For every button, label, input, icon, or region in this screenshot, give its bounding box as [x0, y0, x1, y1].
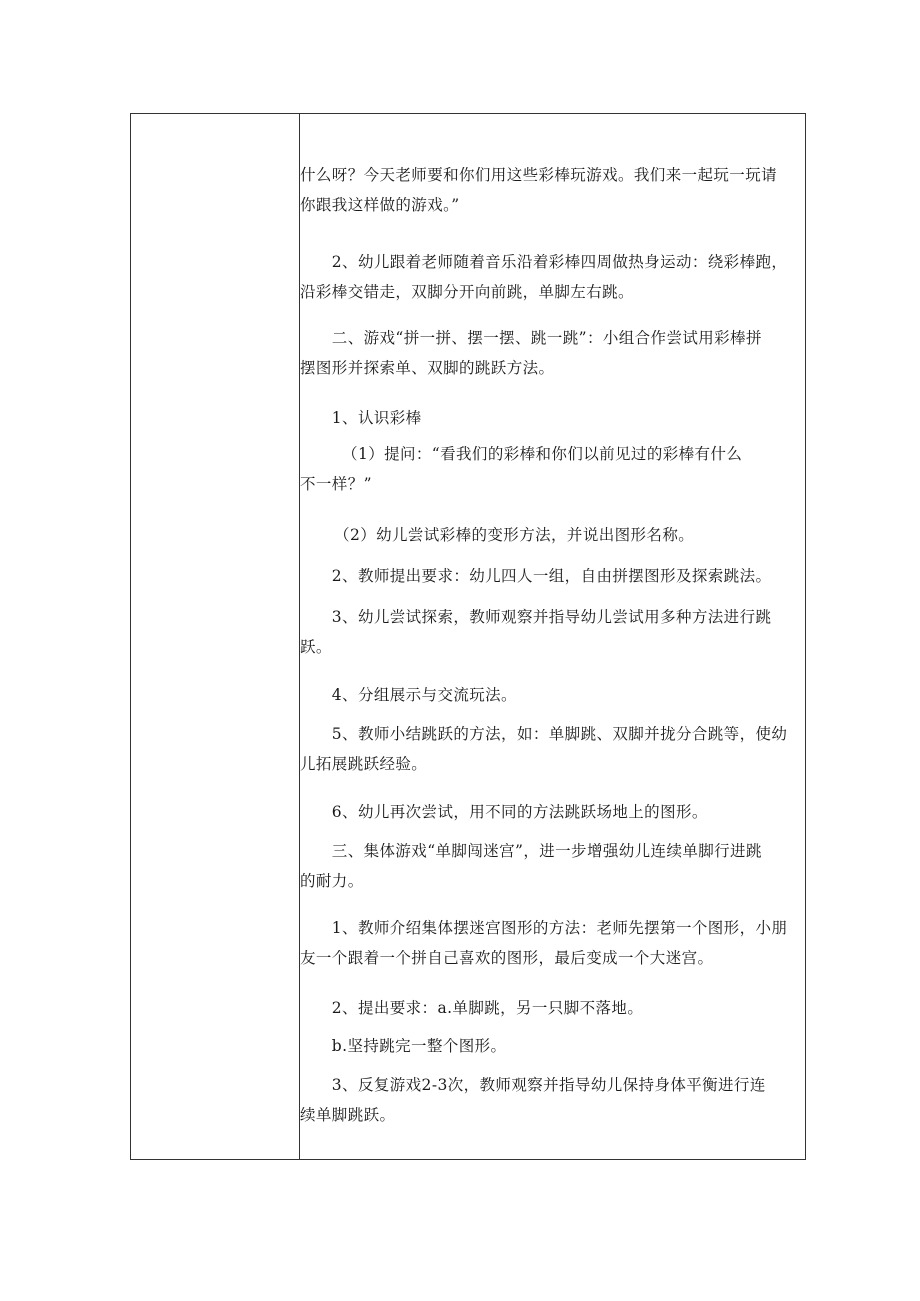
text-line: （1）提问：“看我们的彩棒和你们以前见过的彩棒有什么: [318, 445, 743, 463]
text-line: 沿彩棒交错走，双脚分开向前跳，单脚左右跳。: [300, 283, 634, 301]
table-left-cell: [131, 114, 299, 1159]
paragraph: [300, 247, 806, 307]
paragraph: [300, 993, 806, 1023]
paragraph: [300, 160, 806, 220]
text-line: （2）幼儿尝试彩棒的变形方法，并说出图形名称。: [310, 526, 695, 544]
paragraph: [300, 602, 806, 662]
text-line: 6、幼儿再次尝试，用不同的方法跳跃场地上的图形。: [300, 803, 708, 821]
paragraph: [300, 797, 806, 827]
text-line: 续单脚跳跃。: [300, 1106, 396, 1124]
text-line: b.坚持跳完一整个图形。: [300, 1037, 507, 1055]
text-line: 二、游戏“拼一拼、摆一摆、跳一跳”：小组合作尝试用彩棒拼: [300, 329, 762, 347]
text-line: 4、分组展示与交流玩法。: [300, 686, 517, 704]
paragraph: [300, 719, 806, 779]
text-line: 2、提出要求：a.单脚跳，另一只脚不落地。: [300, 999, 644, 1017]
paragraph: [300, 1031, 806, 1061]
paragraph: [300, 913, 806, 973]
text-line: 什么呀？今天老师要和你们用这些彩棒玩游戏。我们来一起玩一玩请: [300, 166, 778, 184]
text-line: 摆图形并探索单、双脚的跳跃方法。: [300, 359, 555, 377]
paragraph: [300, 403, 806, 433]
paragraph: [300, 680, 806, 710]
text-line: 的耐力。: [300, 872, 364, 890]
lesson-table: [130, 113, 806, 1160]
text-line: 跃。: [300, 638, 332, 656]
lesson-content-cell: [300, 114, 805, 1159]
text-line: 3、幼儿尝试探索，教师观察并指导幼儿尝试用多种方法进行跳: [300, 608, 772, 626]
text-line: 1、认识彩棒: [300, 409, 422, 427]
text-line: 友一个跟着一个拼自己喜欢的图形，最后变成一个大迷宫。: [300, 949, 714, 967]
text-line: 5、教师小结跳跃的方法，如：单脚跳、双脚并拢分合跳等，使幼: [300, 725, 788, 743]
text-line: 1、教师介绍集体摆迷宫图形的方法：老师先摆第一个图形，小朋: [300, 919, 788, 937]
text-line: 不一样？”: [300, 475, 372, 493]
text-line: 2、幼儿跟着老师随着音乐沿着彩棒四周做热身运动：绕彩棒跑，: [300, 253, 788, 271]
paragraph: [300, 561, 806, 591]
text-line: 2、教师提出要求：幼儿四人一组，自由拼摆图形及探索跳法。: [300, 567, 772, 585]
paragraph: [300, 1070, 806, 1130]
text-line: 3、反复游戏2-3次，教师观察并指导幼儿保持身体平衡进行连: [300, 1076, 766, 1094]
text-line: 你跟我这样做的游戏。”: [300, 196, 460, 214]
paragraph: [300, 439, 806, 499]
text-line: 三、集体游戏“单脚闯迷宫”，进一步增强幼儿连续单脚行进跳: [300, 842, 762, 860]
paragraph: [300, 836, 806, 896]
paragraph: [300, 520, 806, 550]
text-line: 儿拓展跳跃经验。: [300, 755, 428, 773]
paragraph: [300, 323, 806, 383]
